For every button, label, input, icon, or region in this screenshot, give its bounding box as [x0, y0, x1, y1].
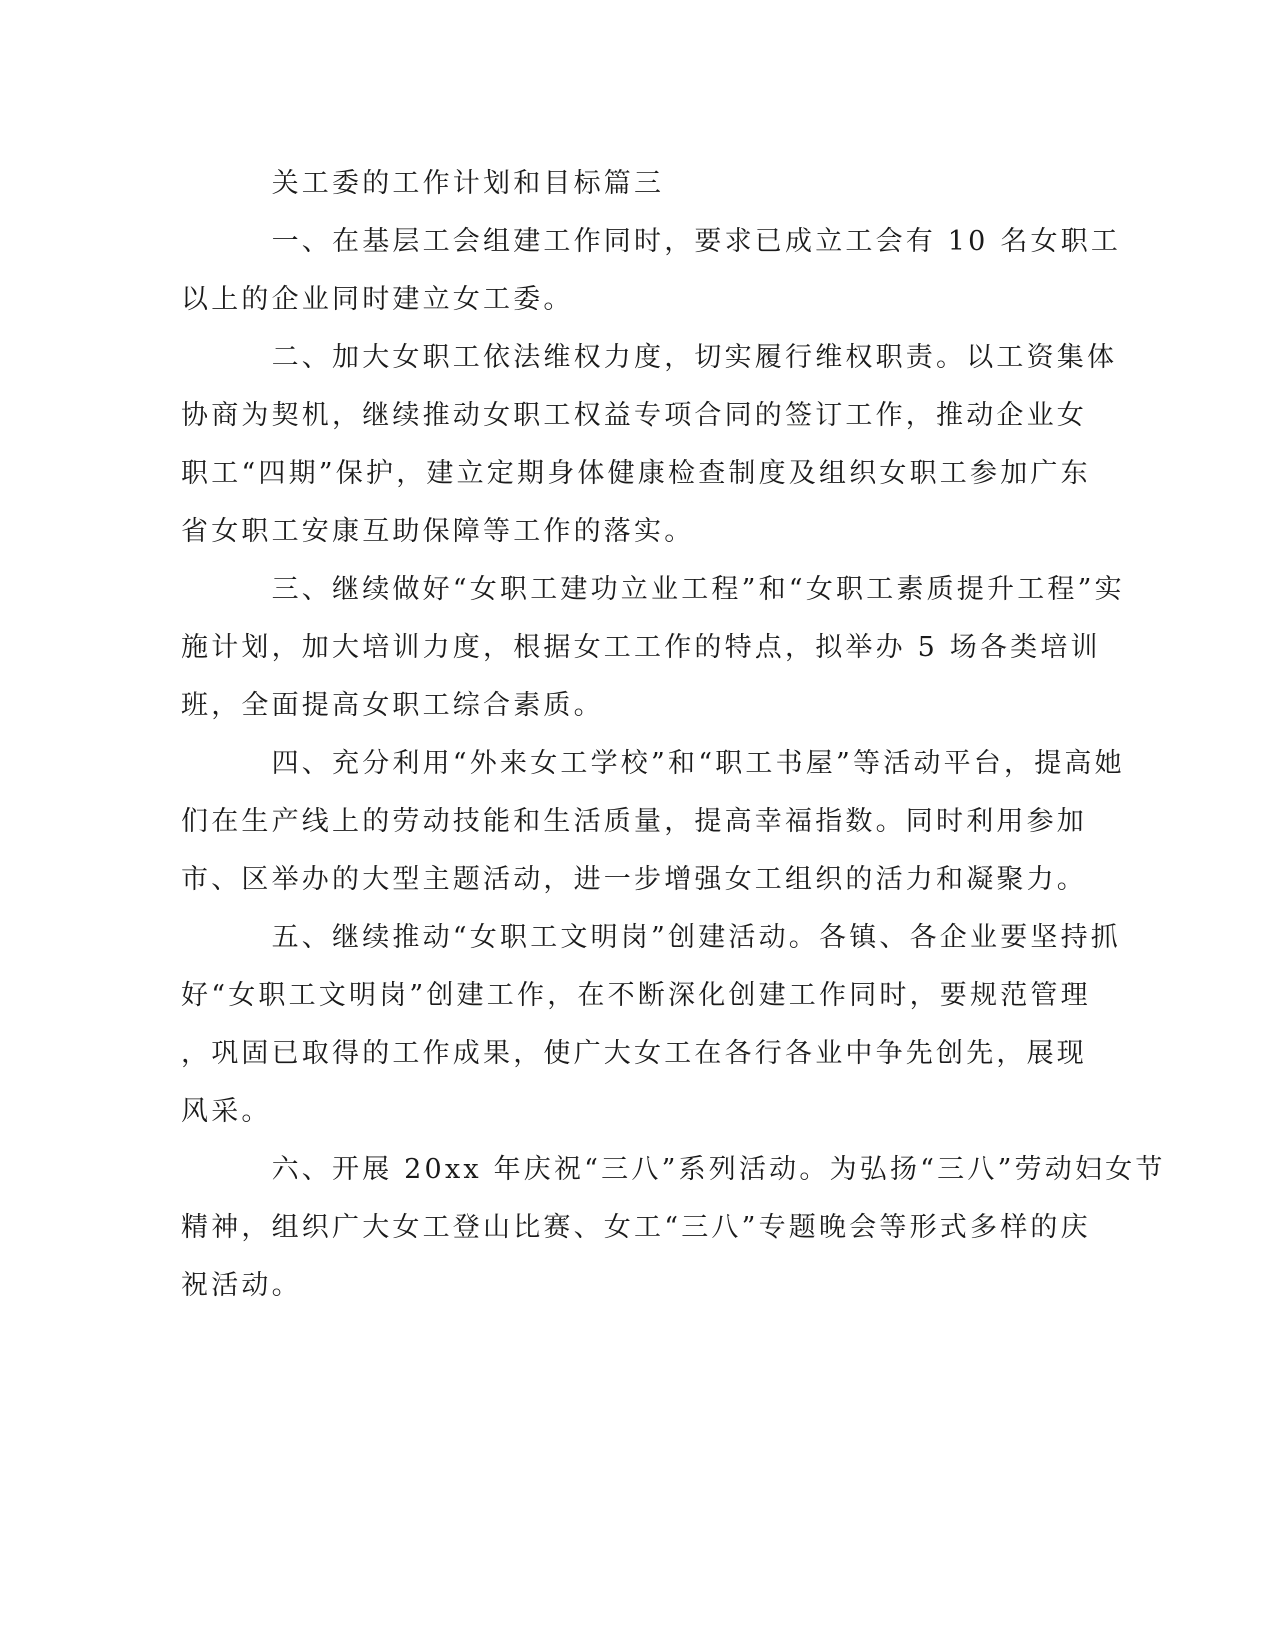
- paragraph-line: 以上的企业同时建立女工委。: [181, 284, 574, 315]
- paragraph-line: 五、继续推动“女职工文明岗”创建活动。各镇、各企业要坚持抓: [181, 922, 1122, 953]
- paragraph-line: 一、在基层工会组建工作同时，要求已成立工会有 10 名女职工: [181, 226, 1122, 257]
- paragraph-line: 二、加大女职工依法维权力度，切实履行维权职责。以工资集体: [181, 342, 1118, 373]
- paragraph-line: 好“女职工文明岗”创建工作，在不断深化创建工作同时，要规范管理: [181, 980, 1091, 1011]
- paragraph-6: [181, 1141, 1166, 1315]
- paragraph-line: ，巩固已取得的工作成果，使广大女工在各行各业中争先创先，展现: [181, 1038, 1087, 1069]
- paragraph-line: 协商为契机，继续推动女职工权益专项合同的签订工作，推动企业女: [181, 400, 1087, 431]
- document-title: 关工委的工作计划和目标篇三: [181, 168, 665, 199]
- paragraph-line: 祝活动。: [181, 1270, 302, 1301]
- paragraph-line: 施计划，加大培训力度，根据女工工作的特点，拟举办 5 场各类培训: [181, 632, 1101, 663]
- paragraph-line: 省女职工安康互助保障等工作的落实。: [181, 516, 695, 547]
- paragraph-line: 班，全面提高女职工综合素质。: [181, 690, 604, 721]
- paragraph-2: [181, 329, 1118, 561]
- paragraph-line: 市、区举办的大型主题活动，进一步增强女工组织的活力和凝聚力。: [181, 864, 1087, 895]
- paragraph-line: 三、继续做好“女职工建功立业工程”和“女职工素质提升工程”实: [181, 574, 1125, 605]
- document-body: [181, 155, 1166, 1315]
- paragraph-line: 职工“四期”保护，建立定期身体健康检查制度及组织女职工参加广东: [181, 458, 1091, 489]
- paragraph-3: [181, 561, 1125, 735]
- paragraph-1: [181, 213, 1122, 329]
- paragraph-line: 六、开展 20xx 年庆祝“三八”系列活动。为弘扬“三八”劳动妇女节: [181, 1154, 1166, 1185]
- paragraph-line: 们在生产线上的劳动技能和生活质量，提高幸福指数。同时利用参加: [181, 806, 1087, 837]
- paragraph-line: 风采。: [181, 1096, 272, 1127]
- paragraph-line: 四、充分利用“外来女工学校”和“职工书屋”等活动平台，提高她: [181, 748, 1125, 779]
- paragraph-5: [181, 909, 1122, 1141]
- paragraph-4: [181, 735, 1125, 909]
- paragraph-line: 精神，组织广大女工登山比赛、女工“三八”专题晚会等形式多样的庆: [181, 1212, 1091, 1243]
